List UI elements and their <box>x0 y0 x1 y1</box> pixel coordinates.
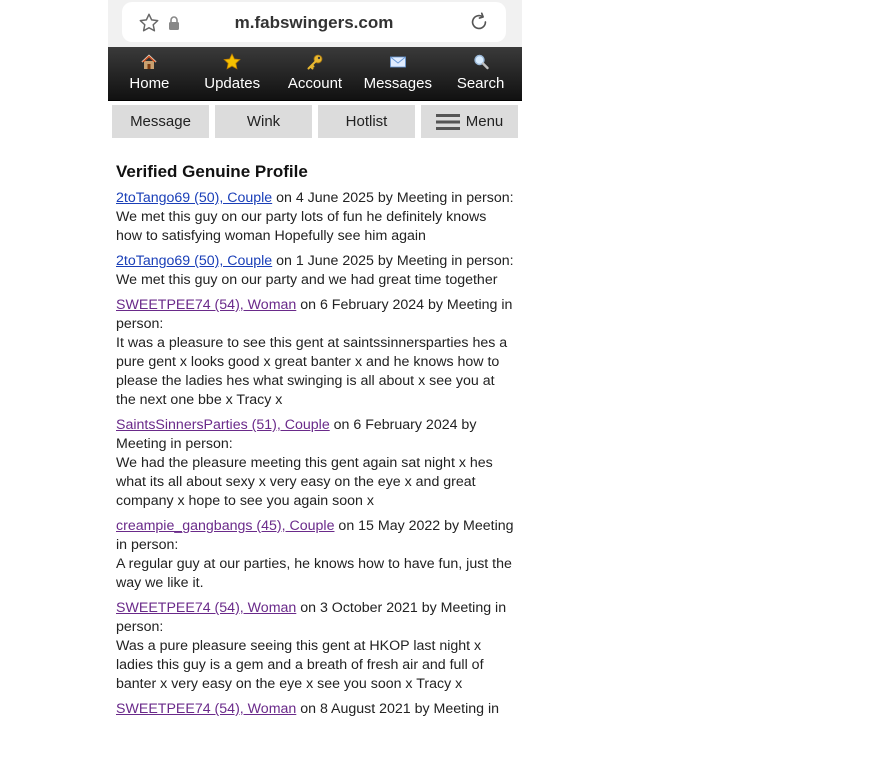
entry-text: We met this guy on our party lots of fun he definitely knows how to satisfying woman Hopefully see him again <box>116 209 487 244</box>
nav-account[interactable] <box>274 47 357 100</box>
phone-screen <box>108 0 522 768</box>
entry-user-link[interactable]: SWEETPEE74 (54), Woman <box>116 600 297 616</box>
section-title: Verified Genuine Profile <box>116 162 308 181</box>
entry-user-link[interactable]: SWEETPEE74 (54), Woman <box>116 701 297 717</box>
entry-text: We had the pleasure meeting this gent again sat night x hes what its all about sexy x very easy on the eye x and great company x hope to see you again soon x <box>116 455 493 509</box>
main-nav <box>108 47 522 101</box>
nav-home-label: Home <box>129 75 170 92</box>
entry-text: We met this guy on our party and we had great time together <box>116 272 498 288</box>
entry-meta: on 8 August 2021 by Meeting in <box>296 701 500 717</box>
menu-button[interactable] <box>421 105 518 138</box>
entry-meta: on 1 June 2025 by Meeting in person: <box>272 253 514 269</box>
profile-content <box>108 138 522 719</box>
verification-entry <box>116 252 514 290</box>
entry-user-link[interactable]: creampie_gangbangs (45), Couple <box>116 518 335 534</box>
entry-meta: on 6 February 2024 by Meeting in person: <box>116 417 477 452</box>
entry-meta: on 6 February 2024 by Meeting in person: <box>116 297 513 332</box>
hamburger-menu-icon <box>436 113 460 131</box>
nav-messages-label: Messages <box>363 75 432 92</box>
nav-search-label: Search <box>456 75 505 92</box>
hotlist-button[interactable]: Hotlist <box>318 105 415 138</box>
envelope-icon <box>389 53 407 71</box>
nav-account-label: Account <box>287 75 343 92</box>
verification-entry <box>116 416 514 511</box>
verification-entry <box>116 189 514 246</box>
nav-updates[interactable] <box>191 47 274 100</box>
verification-entry <box>116 296 514 410</box>
nav-messages[interactable] <box>356 47 439 100</box>
verification-entry <box>116 517 514 593</box>
nav-home[interactable] <box>108 47 191 100</box>
entry-user-link[interactable]: 2toTango69 (50), Couple <box>116 253 273 269</box>
entry-text: Was a pure pleasure seeing this gent at HKOP last night x ladies this guy is a gem and a breath of fresh air and full of banter x very easy on the eye x see you soon x Tracy x <box>116 638 484 692</box>
profile-actions <box>108 101 522 138</box>
key-icon <box>306 53 324 71</box>
nav-search[interactable] <box>439 47 522 100</box>
entry-user-link[interactable]: SaintsSinnersParties (51), Couple <box>116 417 330 433</box>
star-icon <box>223 53 241 71</box>
reload-icon[interactable] <box>468 11 490 33</box>
magnifier-icon <box>472 53 490 71</box>
entry-meta: on 4 June 2025 by Meeting in person: <box>272 190 514 206</box>
entry-meta: on 15 May 2022 by Meeting in person: <box>116 518 514 553</box>
message-button[interactable]: Message <box>112 105 209 138</box>
entry-meta: on 3 October 2021 by Meeting in person: <box>116 600 507 635</box>
url-text[interactable]: m.fabswingers.com <box>234 13 394 32</box>
verification-entry <box>116 700 514 719</box>
verification-entry <box>116 599 514 694</box>
wink-button[interactable]: Wink <box>215 105 312 138</box>
entry-user-link[interactable]: SWEETPEE74 (54), Woman <box>116 297 297 313</box>
entry-text: A regular guy at our parties, he knows how to have fun, just the way we like it. <box>116 556 512 591</box>
nav-updates-label: Updates <box>204 75 261 92</box>
entry-user-link[interactable]: 2toTango69 (50), Couple <box>116 190 273 206</box>
address-bar[interactable] <box>122 2 506 42</box>
home-icon <box>140 53 158 71</box>
browser-toolbar <box>108 0 522 47</box>
entry-text: It was a pleasure to see this gent at saintssinnersparties hes a pure gent x looks good x great banter x and he knows how to please the ladies hes what swinging is all about x see you at the next one bbe x Tracy x <box>116 335 508 408</box>
menu-button-label: Menu <box>465 113 504 130</box>
